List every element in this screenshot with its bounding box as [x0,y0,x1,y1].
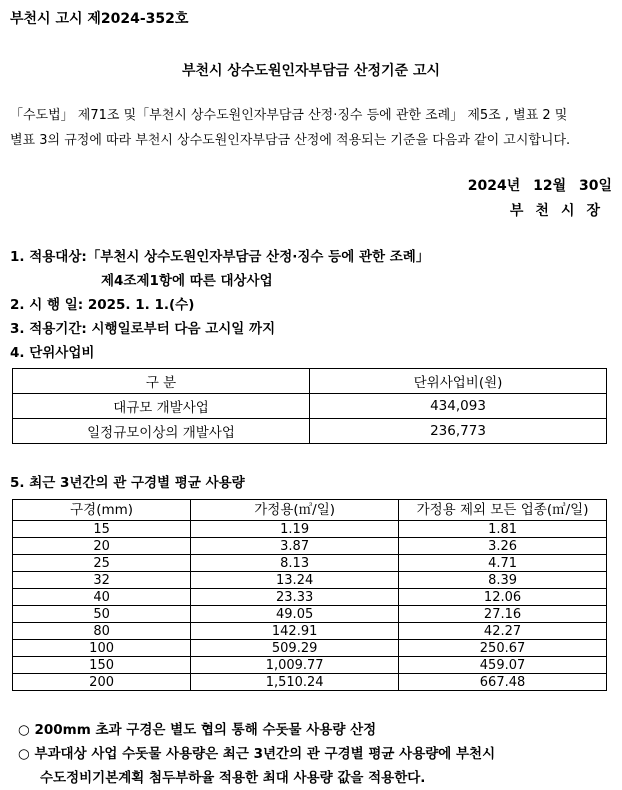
table-row [13,589,607,606]
household-cell: 8.13 [191,555,399,572]
usage-header-other: 가정용 제외 모든 업종(㎥/일) [399,500,607,521]
item-1-target: 1. 적용대상:「부천시 상수도원인자부담금 산정·징수 등에 관한 조례」 [10,249,430,265]
issuer: 부천시장 [509,203,612,219]
unit-cost-amount: 236,773 [310,419,607,444]
item-4-unit-cost: 4. 단위사업비 [10,345,95,361]
table-row [13,657,607,674]
diameter-cell: 150 [13,657,191,674]
note-usage-rule: ○ 부과대상 사업 수돗물 사용량은 최근 3년간의 관 구경별 평균 사용량에 부천시 [18,746,496,762]
item-3-period: 3. 적용기간: 시행일로부터 다음 고시일 까지 [10,321,276,337]
diameter-cell: 32 [13,572,191,589]
notice-date: 2024년 12월 30일 [467,178,612,194]
household-cell: 1,510.24 [191,674,399,691]
unit-cost-table [12,368,607,444]
diameter-cell: 25 [13,555,191,572]
table-row [13,555,607,572]
other-cell: 459.07 [399,657,607,674]
other-cell: 42.27 [399,623,607,640]
other-cell: 27.16 [399,606,607,623]
household-cell: 509.29 [191,640,399,657]
household-cell: 142.91 [191,623,399,640]
intro-line-1: 「수도법」 제71조 및「부천시 상수도원인자부담금 산정·징수 등에 관한 조례」 제5조 , 별표 2 및 [10,108,568,123]
table-row [13,538,607,555]
item-1-target-cont: 제4조제1항에 따른 대상사업 [101,273,273,289]
unit-cost-header-category: 구 분 [13,369,310,394]
usage-table [12,499,607,691]
household-cell: 13.24 [191,572,399,589]
table-row [13,394,607,419]
table-row [13,623,607,640]
table-row [13,606,607,623]
unit-cost-header-row [13,369,607,394]
household-cell: 23.33 [191,589,399,606]
diameter-cell: 200 [13,674,191,691]
other-cell: 4.71 [399,555,607,572]
household-cell: 49.05 [191,606,399,623]
notice-number: 부천시 고시 제2024-352호 [10,11,189,27]
note-usage-rule-cont: 수도정비기본계획 첨두부하율 적용한 최대 사용량 값을 적용한다. [40,770,426,786]
document-title: 부천시 상수도원인자부담금 산정기준 고시 [181,63,441,79]
item-5-usage: 5. 최근 3년간의 관 구경별 평균 사용량 [10,475,245,491]
usage-header-household: 가정용(㎥/일) [191,500,399,521]
other-cell: 12.06 [399,589,607,606]
item-2-effective-date: 2. 시 행 일: 2025. 1. 1.(수) [10,297,195,313]
usage-header-row [13,500,607,521]
table-row [13,521,607,538]
unit-cost-header-amount: 단위사업비(원) [310,369,607,394]
unit-cost-category: 일정규모이상의 개발사업 [13,419,310,444]
other-cell: 1.81 [399,521,607,538]
household-cell: 1,009.77 [191,657,399,674]
other-cell: 8.39 [399,572,607,589]
diameter-cell: 40 [13,589,191,606]
unit-cost-amount: 434,093 [310,394,607,419]
table-row [13,640,607,657]
diameter-cell: 20 [13,538,191,555]
household-cell: 1.19 [191,521,399,538]
diameter-cell: 50 [13,606,191,623]
diameter-cell: 80 [13,623,191,640]
household-cell: 3.87 [191,538,399,555]
unit-cost-category: 대규모 개발사업 [13,394,310,419]
usage-header-diameter: 구경(mm) [13,500,191,521]
diameter-cell: 15 [13,521,191,538]
diameter-cell: 100 [13,640,191,657]
note-over-200mm: ○ 200mm 초과 구경은 별도 협의 통해 수돗물 사용량 산정 [18,722,377,738]
table-row [13,674,607,691]
intro-line-2: 별표 3의 규정에 따라 부천시 상수도원인자부담금 산정에 적용되는 기준을 다음과 같이 고시합니다. [10,133,571,148]
other-cell: 250.67 [399,640,607,657]
table-row [13,572,607,589]
other-cell: 3.26 [399,538,607,555]
table-row [13,419,607,444]
other-cell: 667.48 [399,674,607,691]
